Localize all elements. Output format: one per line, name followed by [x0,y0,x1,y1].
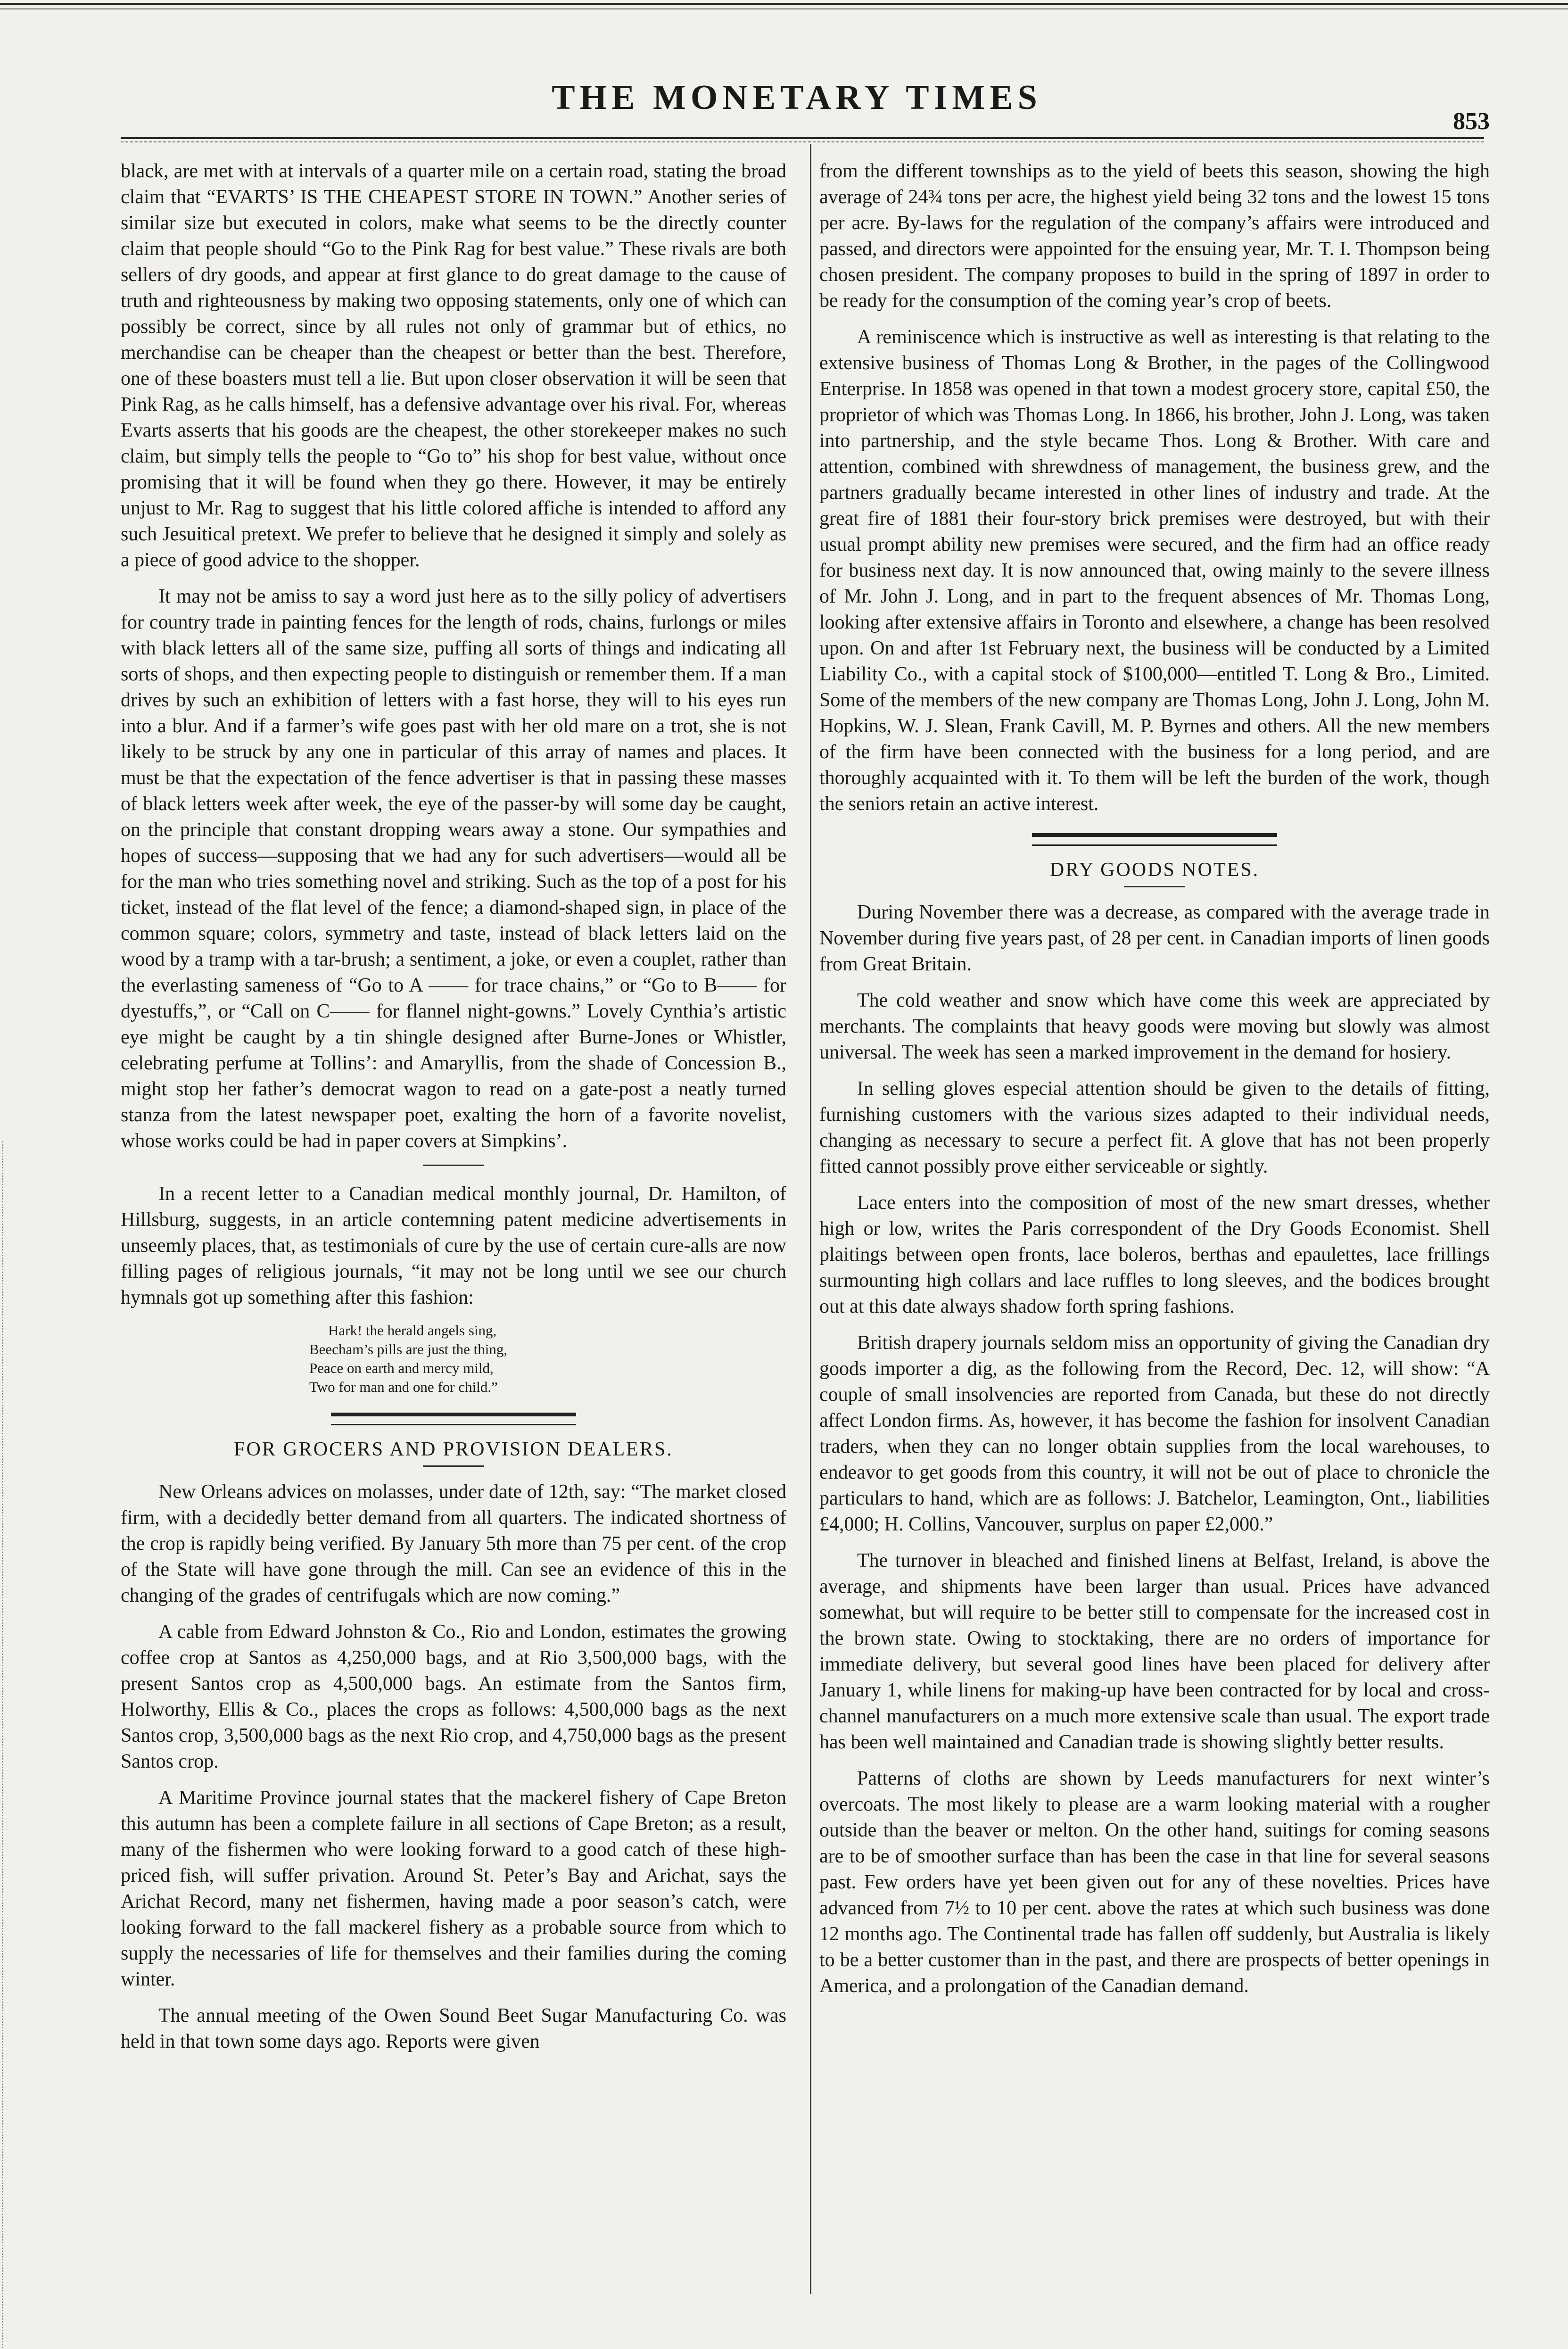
article-paragraph: During November there was a decrease, as compared with the average trade in November during five years past, of 28 per cent. in Canadian imports of linen goods from Great Britain. [819,902,1490,975]
section-heading-text: FOR GROCERS AND PROVISION DEALERS. [234,1439,673,1460]
page-edge-mark [2,1141,6,2348]
section-heading-text: DRY GOODS NOTES. [1049,859,1260,881]
article-paragraph: A cable from Edward Johnston & Co., Rio and London, estimates the growing coffee crop at Santos as 4,250,000 bags, and at Rio 3,500,000 bags, with the present Santos crop as 4,500,000 bags. An estimate from the Santos firm, Holworthy, Ellis & Co., places the crops as follows: 4,500,000 bags as the next Santos crop, 3,500,000 bags as the next Rio crop, and 4,750,000 bags as the present Santos crop. [121,1621,786,1772]
heading-underline [1124,886,1185,887]
article-paragraph: In selling gloves especial attention should be given to the details of fitting, furnishing customers with the various sizes adapted to their individual needs, changing as necessary to secure a perfect fit. A glove that has not been properly fitted cannot possibly prove either serviceable or sightly. [819,1078,1490,1177]
top-border-rule [0,3,1568,5]
top-border-rule-thin [0,8,1568,9]
article-paragraph: The cold weather and snow which have come this week are appreciated by merchants. The complaints that heavy goods were moving but slowly was almost universal. The week has seen a marked improvement in the demand for hosiery. [819,990,1490,1063]
article-paragraph: A reminiscence which is instructive as well as interesting is that relating to the extensive business of Thomas Long & Brother, in the pages of the Collingwood Enterprise. In 1858 was opened in that town a modest grocery store, capital £50, the proprietor of which was Thomas Long. In 1866, his brother, John J. Long, was taken into partnership, and the style became Thos. Long & Brother. With care and attention, combined with shrewdness of management, the business grew, and the partners gradually became interested in other lines of industry and trade. At the great fire of 1881 their four-story brick premises were destroyed, but with their usual prompt ability new premises were secured, and the firm had an office ready for business next day. It is now announced that, owing mainly to the severe illness of Mr. John J. Long, and in part to the frequent absences of Mr. Thomas Long, looking after extensive affairs in Toronto and elsewhere, a change has been resolved upon. On and after 1st February next, the business will be conducted by a Limited Liability Co., with a capital stock of $100,000—entitled T. Long & Bro., Limited. Some of the members of the new company are Thomas Long, John J. Long, John M. Hopkins, W. J. Slean, Frank Cavill, M. P. Byrnes and others. All the new members of the firm have been connected with the business for a long period, and are thoroughly acquainted with it. To them will be left the burden of the work, though the seniors retain an active interest. [819,326,1490,815]
article-paragraph: British drapery journals seldom miss an opportunity of giving the Canadian dry goods importer a dig, as the following from the Record, Dec. 12, will show: “A couple of small insolvencies are reported from Canada, but these do not directly affect London firms. As, however, it has become the fashion for insolvent Canadian traders, when they can no longer obtain supplies from the local warehouses, to endeavor to get goods from this country, it will not be out of place to chronicle the particulars to hand, which are as follows: J. Batchelor, Leamington, Ont., liabilities £4,000; H. Collins, Vancouver, surplus on paper £2,000.” [819,1332,1490,1535]
masthead-title: THE MONETARY TIMES [552,78,1042,117]
verse-line: Peace on earth and mercy mild, [309,1360,494,1376]
section-rule-thick [1032,833,1277,837]
right-column [819,158,1490,2010]
section-rule-thick [331,1413,576,1416]
article-paragraph: A Maritime Province journal states that the mackerel fishery of Cape Breton this autumn has been a complete failure in all sections of Cape Breton; as a result, many of the fishermen who were looking forward to a good catch of these high-priced fish, will suffer privation. Around St. Peter’s Bay and Arichat, says the Arichat Record, many net fishermen, having made a poor season’s catch, were looking forward to the fall mackerel fishery as a probable source from which to supply the necessaries of life for themselves and their families during the coming winter. [121,1787,786,1990]
verse-line: Beecham’s pills are just the thing, [309,1341,508,1357]
verse-line: Hark! the herald angels sing, [328,1322,497,1339]
section-rule-thin [331,1424,576,1425]
section-separator [423,1165,484,1166]
article-paragraph: black, are met with at intervals of a quarter mile on a certain road, stating the broad claim that “EVARTS’ IS THE CHEAPEST STORE IN TOWN.” Another series of similar size but executed in colors, make what seems to be the directly counter claim that people should “Go to the Pink Rag for best value.” These rivals are both sellers of dry goods, and appear at first glance to do great damage to the cause of truth and righteousness by making two opposing statements, only one of which can possibly be correct, since by all rules not only of grammar but of ethics, no merchandise can be cheaper than the cheapest or better than the best. Therefore, one of these boasters must tell a lie. But upon closer observation it will be seen that Pink Rag, as he calls himself, has a defensive advantage over his rival. For, whereas Evarts asserts that his goods are the cheapest, the other storekeeper makes no such claim, but simply tells the people to “Go to” his shop for best value, without once promising that it will be found when they go there. However, it may be entirely unjust to Mr. Rag to suggest that his little colored affiche is intended to afford any such Jesuitical pretext. We prefer to believe that he designed it simply and solely as a piece of good advice to the shopper. [121,160,786,571]
article-paragraph: It may not be amiss to say a word just here as to the silly policy of advertisers for country trade in painting fences for the length of rods, chains, furlongs or miles with black letters all of the same size, puffing all sorts of things and indicating all sorts of shops, and then expecting people to distinguish or remember them. If a man drives by such an exhibition of letters with a fast horse, they will to his eyes run into a blur. And if a farmer’s wife goes past with her old mare on a trot, she is not likely to be struck by any one in particular of this array of names and places. It must be that the expectation of the fence advertiser is that in passing these masses of black letters week after week, the eye of the passer-by will some day be caught, on the principle that constant dropping wears away a stone. Our sympathies and hopes of success—supposing that we had any for such advertisers—would all be for the man who tries something novel and striking. Such as the top of a post for his ticket, instead of the flat level of the fence; a diamond-shaped sign, in place of the common square; colors, symmetry and taste, instead of black letters laid on the wood by a tramp with a tar-brush; a sentiment, a joke, or even a couplet, rather than the everlasting sameness of “Go to A —— for trace chains,” or “Go to B—— for dyestuffs,”, or “Call on C—— for flannel night-gowns.” Lovely Cynthia’s artistic eye might be caught by a tin shingle designed after Burne-Jones or Whistler, celebrating perfume at Tollins’: and Amaryllis, from the shade of Concession B., might stop her father’s democrat wagon to read on a gate-post a neatly turned stanza from the latest newspaper poet, exalting the horn of a favorite novelist, whose works could be had in paper covers at Simpkins’. [121,586,786,1152]
article-paragraph: The turnover in bleached and finished linens at Belfast, Ireland, is above the average, and shipments have been larger than usual. Prices have advanced somewhat, but will require to be better still to compensate for the increased cost in the brown state. Owing to stocktaking, there are no orders of importance for immediate delivery, but several good lines have been placed for delivery after January 1, while linens for making-up have been contracted for by local and cross-channel manufacturers on a much more extensive scale than usual. The export trade has been well maintained and Canadian trade is showing slightly better results. [819,1550,1490,1753]
article-paragraph: from the different townships as to the yield of beets this season, showing the high average of 24¾ tons per acre, the highest yield being 32 tons and the lowest 15 tons per acre. By-laws for the regulation of the company’s affairs were introduced and passed, and directors were appointed for the ensuing year, Mr. T. I. Thompson being chosen president. The company proposes to build in the spring of 1897 in order to be ready for the consumption of the coming year’s crop of beets. [819,160,1490,312]
heading-underline [423,1465,484,1467]
header-rule [121,137,1484,139]
column-divider [810,144,811,2294]
section-heading-dry-goods [819,857,1490,887]
header-rule-dashed [121,141,1484,142]
section-rule-thin [1032,844,1277,846]
article-paragraph: Patterns of cloths are shown by Leeds manufacturers for next winter’s overcoats. The most likely to please are a warm looking material with a rougher outside than the beaver or melton. On the other hand, suitings for coming seasons are to be of smoother surface than has been the case in that line for several seasons past. Few orders have yet been given out for any of these novelties. Prices have advanced from 7½ to 10 per cent. above the rates at which such business was done 12 months ago. The Continental trade has fallen off suddenly, but Australia is likely to be a better customer than in the past, and there are prospects of better openings in America, and a prolongation of the Canadian demand. [819,1768,1490,1997]
page-number: 853 [1453,108,1490,135]
left-column [121,158,786,2065]
verse-line: Two for man and one for child.” [309,1379,498,1395]
article-paragraph: In a recent letter to a Canadian medical monthly journal, Dr. Hamilton, of Hillsburg, suggests, in an article contemning patent medicine advertisements in unseemly places, that, as testimonials of cure by the use of certain cure-alls are now filling pages of religious journals, “it may not be long until we see our church hymnals got up something after this fashion: [121,1183,786,1308]
article-paragraph: The annual meeting of the Owen Sound Beet Sugar Manufacturing Co. was held in that town some days ago. Reports were given [121,2005,786,2052]
article-paragraph: New Orleans advices on molasses, under date of 12th, say: “The market closed firm, with a decidedly better demand from all quarters. The indicated shortness of the crop is rapidly being verified. By January 5th more than 75 per cent. of the crop of the State will have gone through the mill. Can see an evidence of this in the changing of the grades of centrifugals which are now coming.” [121,1481,786,1606]
quoted-verse [309,1321,786,1397]
article-paragraph: Lace enters into the composition of most of the new smart dresses, whether high or low, writes the Paris correspondent of the Dry Goods Economist. Shell plaitings between open fronts, lace boleros, berthas and epaulettes, lace frillings surmounting high collars and lace ruffles to long sleeves, and the bodices brought out at this date always shadow forth spring fashions. [819,1192,1490,1317]
section-heading-grocers [121,1437,786,1467]
